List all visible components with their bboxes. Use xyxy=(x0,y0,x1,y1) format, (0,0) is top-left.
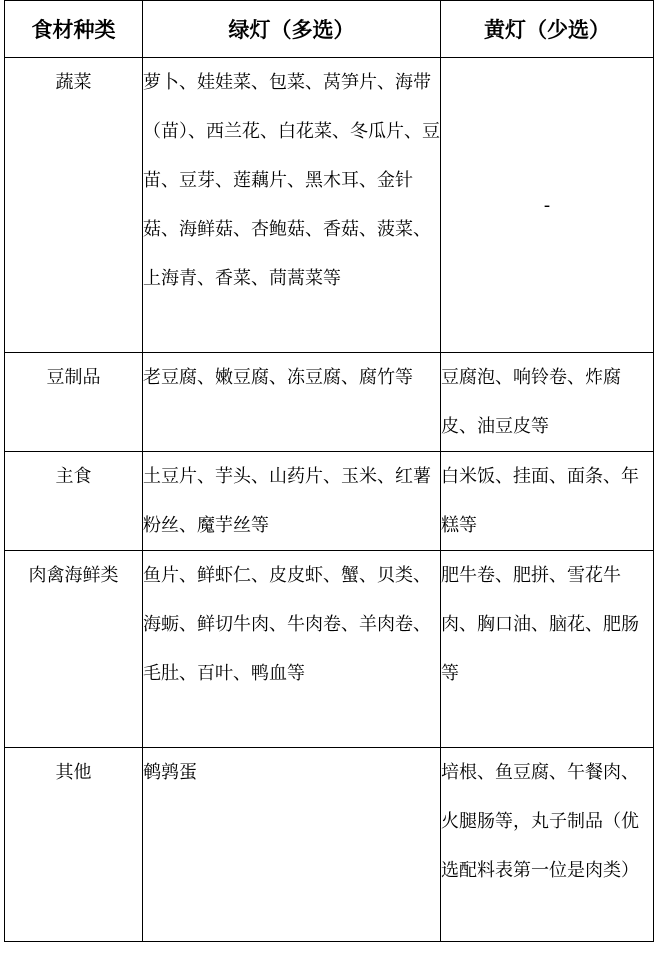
yellow-cell: 肥牛卷、肥拼、雪花牛肉、胸口油、脑花、肥肠等 xyxy=(441,551,654,748)
table-row xyxy=(5,353,654,452)
header-category: 食材种类 xyxy=(5,1,143,58)
header-green-light: 绿灯（多选） xyxy=(143,1,441,58)
green-cell: 鱼片、鲜虾仁、皮皮虾、蟹、贝类、海蛎、鲜切牛肉、牛肉卷、羊肉卷、毛肚、百叶、鸭血等 xyxy=(143,551,441,748)
category-cell: 蔬菜 xyxy=(5,58,143,353)
category-cell: 主食 xyxy=(5,452,143,551)
yellow-cell: 豆腐泡、响铃卷、炸腐皮、油豆皮等 xyxy=(441,353,654,452)
food-guide-table xyxy=(4,0,654,942)
yellow-cell: - xyxy=(441,58,654,353)
green-cell: 老豆腐、嫩豆腐、冻豆腐、腐竹等 xyxy=(143,353,441,452)
category-cell: 肉禽海鲜类 xyxy=(5,551,143,748)
yellow-cell: 白米饭、挂面、面条、年糕等 xyxy=(441,452,654,551)
yellow-cell: 培根、鱼豆腐、午餐肉、火腿肠等，丸子制品（优选配料表第一位是肉类） xyxy=(441,748,654,942)
table-row xyxy=(5,748,654,942)
green-cell: 土豆片、芋头、山药片、玉米、红薯粉丝、魔芋丝等 xyxy=(143,452,441,551)
header-yellow-light: 黄灯（少选） xyxy=(441,1,654,58)
category-cell: 其他 xyxy=(5,748,143,942)
green-cell: 萝卜、娃娃菜、包菜、莴笋片、海带（苗）、西兰花、白花菜、冬瓜片、豆苗、豆芽、莲藕片、黑木耳、金针菇、海鲜菇、杏鲍菇、香菇、菠菜、上海青、香菜、茼蒿菜等 xyxy=(143,58,441,353)
table-row xyxy=(5,551,654,748)
table-row xyxy=(5,452,654,551)
header-row xyxy=(5,1,654,58)
green-cell: 鹌鹑蛋 xyxy=(143,748,441,942)
category-cell: 豆制品 xyxy=(5,353,143,452)
table-row xyxy=(5,58,654,353)
